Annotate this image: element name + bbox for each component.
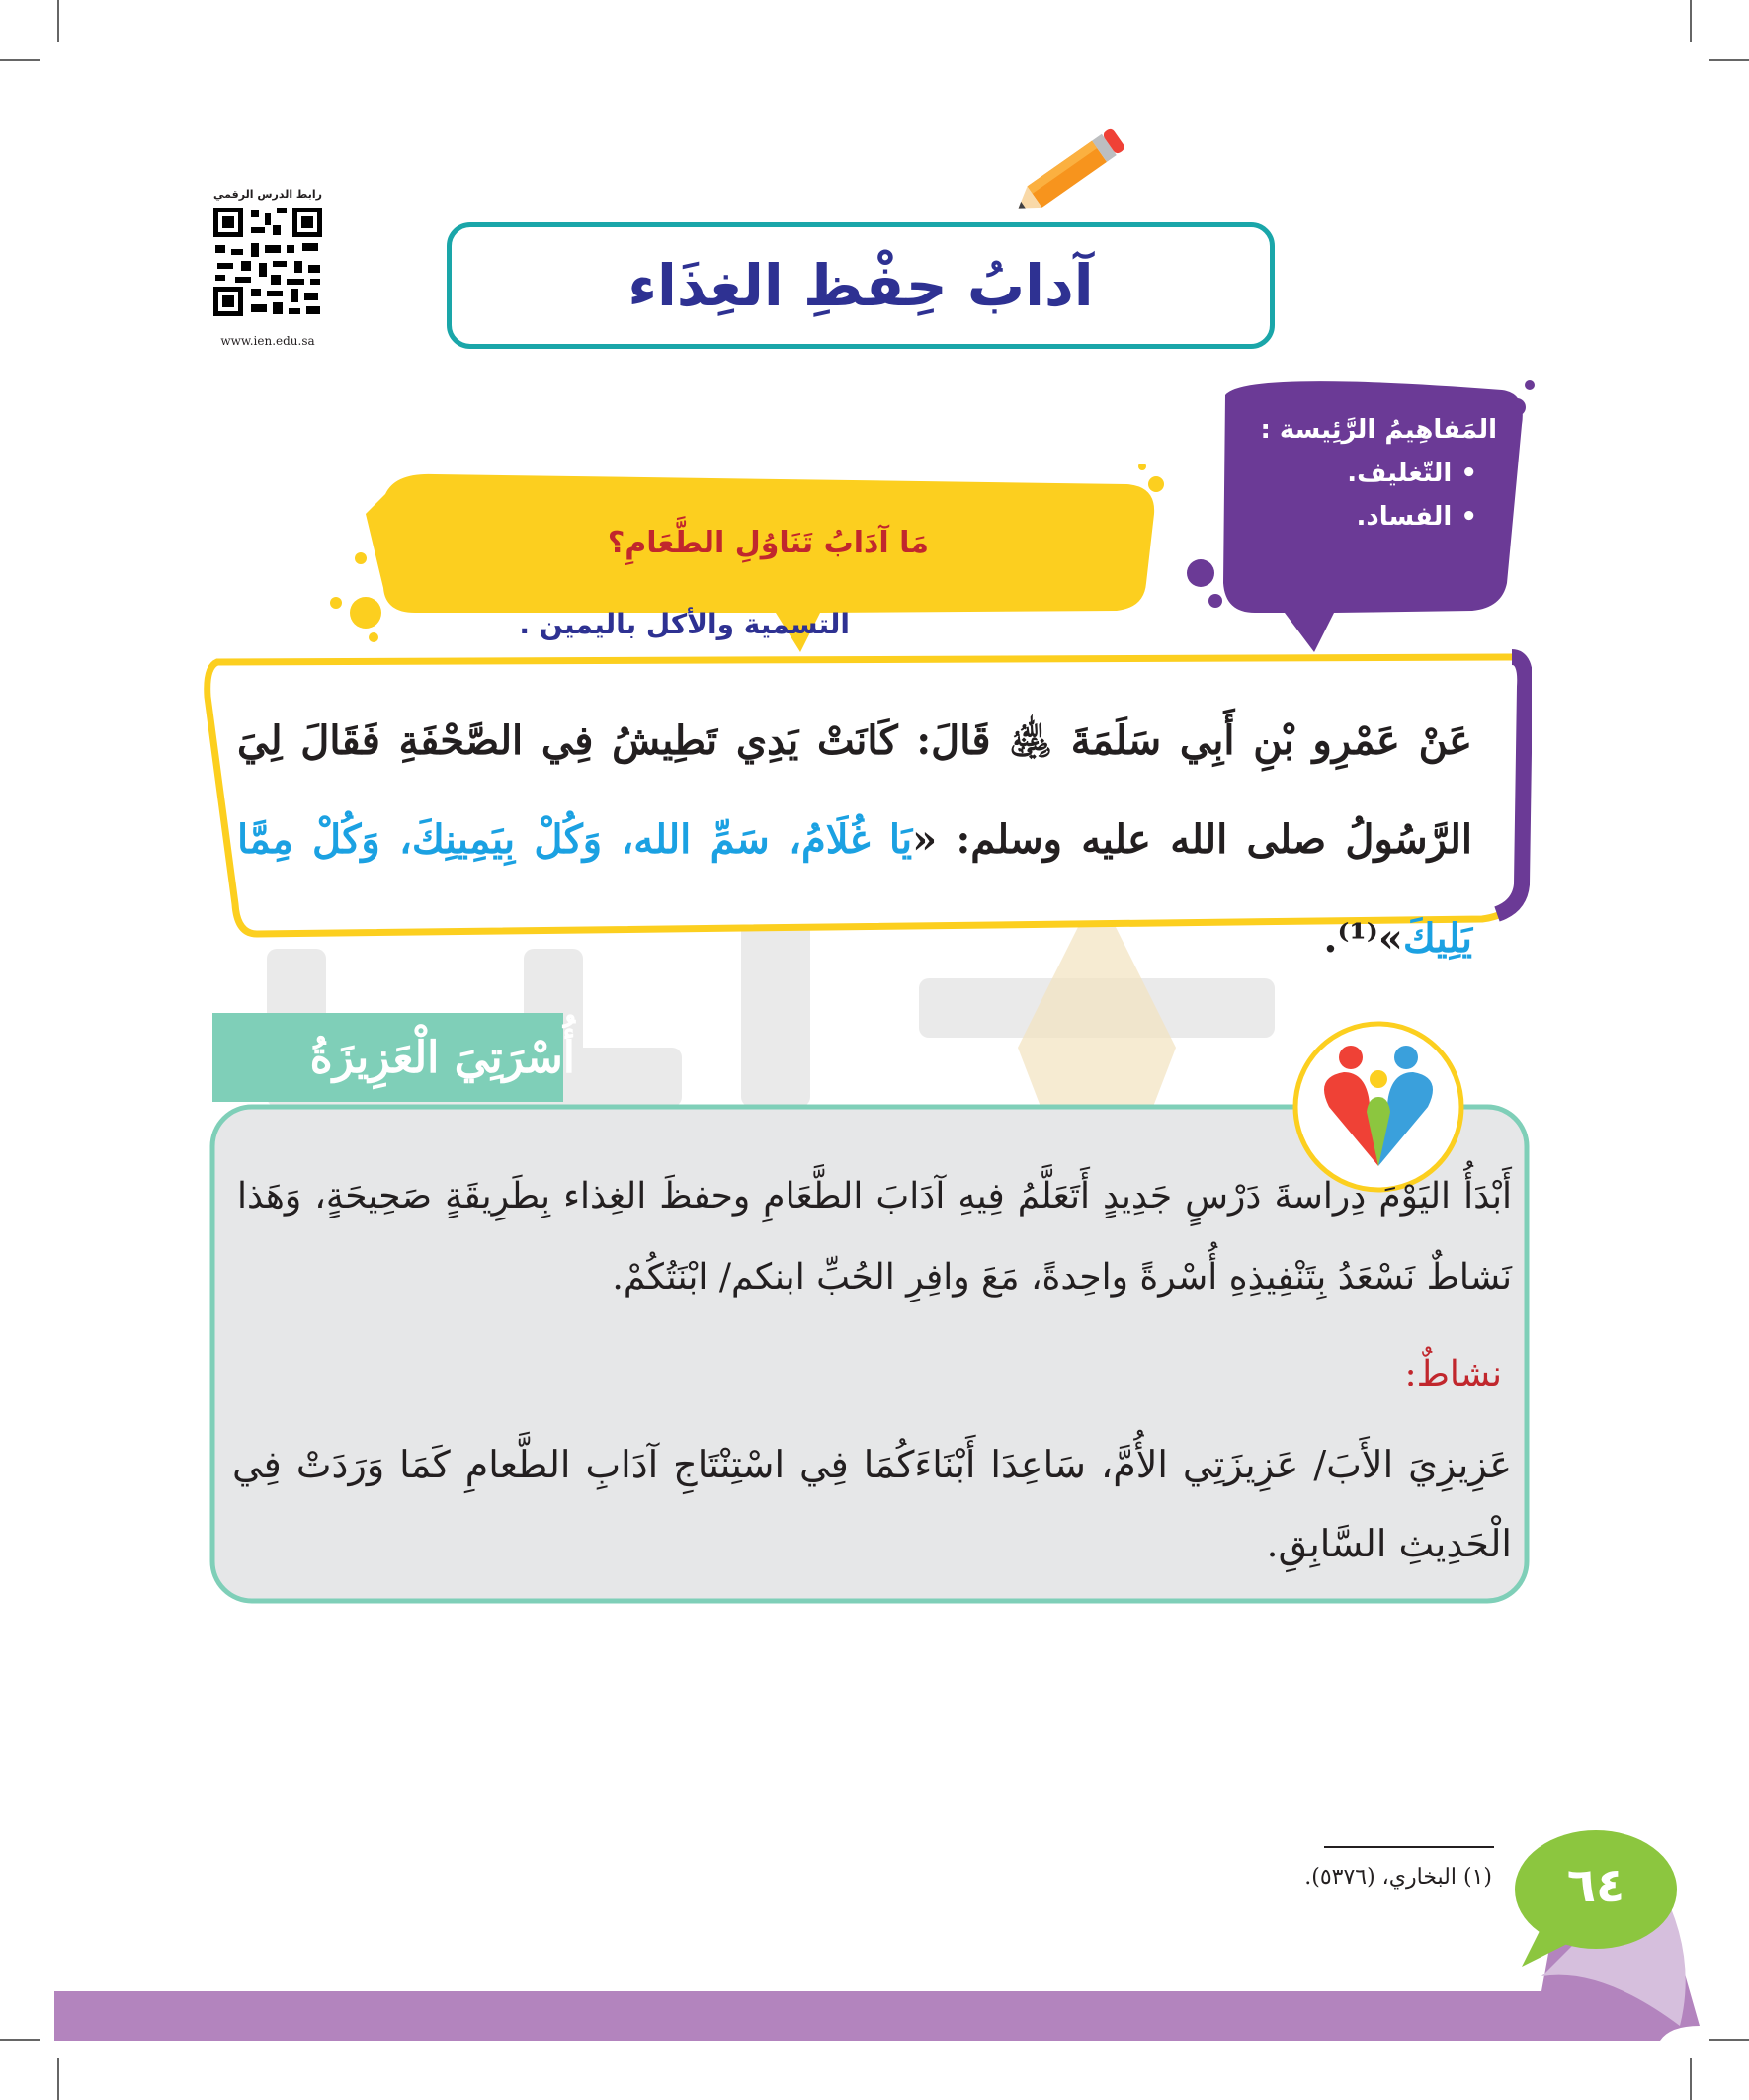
activity-label: نشاطٌ: (1404, 1354, 1502, 1394)
hadith-quote: يَا غُلَامُ، سَمِّ الله، وَكُلْ بِيَمِينِكَ، وَكُلْ مِمَّا يَلِيكَ (237, 816, 1472, 962)
question-text: مَا آدَابُ تَنَاوُلِ الطَّعَامِ؟ (607, 526, 929, 560)
concept-item: • التّغليف. (1347, 459, 1477, 488)
answer-text: التسمية والأكل باليمين . (519, 608, 850, 640)
footnote: (١) البخاري، (٥٣٧٦). (1304, 1865, 1492, 1890)
family-header: أُسْرَتِيَ الْعَزِيزَةُ (309, 1033, 575, 1083)
qr-code-icon[interactable] (211, 206, 324, 318)
qr-url[interactable]: www.ien.edu.sa (220, 334, 315, 348)
hadith-intro: عَنْ عَمْرِو بْنِ أَبِي سَلَمَةَ ﵁ قَالَ: كَانَتْ يَدِي تَطِيشُ فِي الصَّحْفَةِ فَقَالَ لِيَ الرَّسُولُ صلى الله عليه وسلم: « (237, 717, 1472, 863)
concepts-heading: المَفاهِيمُ الرَّئِيسة : (1260, 415, 1497, 445)
crop-mark (57, 0, 59, 42)
hadith-outro: »⁽¹⁾. (1323, 915, 1403, 962)
concepts-list (1210, 415, 1497, 546)
pencil-icon (1008, 119, 1136, 227)
family-intro: أَبْدَأُ اليَوْمَ دِراسةَ دَرْسٍ جَدِيدٍ أَتَعَلَّمُ فِيهِ آدَابَ الطَّعَامِ وحفظَ الغِذاء بِطَرِيقَةٍ صَحِيحَةٍ، وَهَذا نَشاطٌ نَسْعَدُ بِتَنْفِيذِهِ أُسْرةً واحِدةً، مَعَ وافِرِ الحُبِّ ابنكم/ ابْنَتُكُمْ. (237, 1176, 1512, 1298)
page-title: آدابُ حِفْظِ الغِذَاء (627, 252, 1094, 319)
activity-text: عَزِيزِيَ الأَبَ/ عَزِيزَتِي الأُمَّ، سَاعِدَا أَبْنَاءَكُمَا فِي اسْتِنْتَاجِ آدَابِ الطَّعامِ كَمَا وَرَدَتْ فِي الْحَدِيثِ السَّابِقِ. (232, 1443, 1512, 1565)
page-number: ٦٤ (1566, 1858, 1625, 1913)
crop-mark (1709, 59, 1749, 61)
crop-mark (0, 59, 40, 61)
concept-item: • الفساد. (1356, 502, 1477, 532)
footer-decoration (0, 1828, 1749, 2100)
crop-mark (1690, 0, 1692, 42)
qr-caption: رابط الدرس الرقمي (213, 188, 322, 201)
hadith-text (237, 692, 1472, 988)
